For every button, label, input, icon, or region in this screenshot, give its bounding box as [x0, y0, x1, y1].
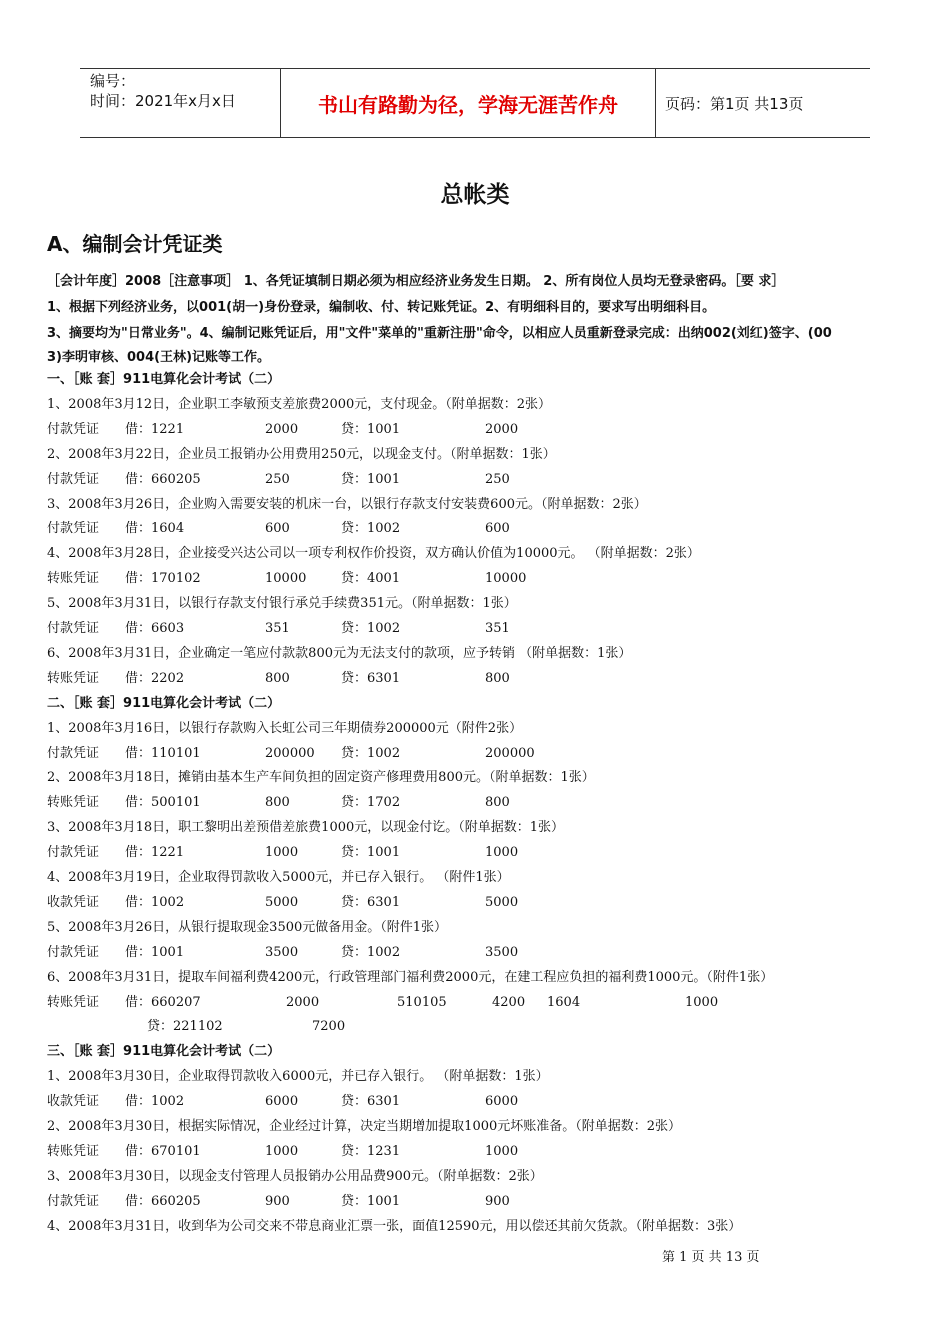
- item-description: 4、2008年3月19日，企业取得罚款收入5000元，并已存入银行。 （附件1张）: [47, 870, 510, 885]
- entry-cell: 2000: [485, 421, 519, 437]
- set-title: 一、［账 套］911电算化会计考试（二）: [47, 372, 281, 387]
- entry-cell: 600: [485, 521, 510, 537]
- item-description: 3、2008年3月30日，以现金支付管理人员报销办公用品费900元。（附单据数：2张）: [47, 1168, 543, 1184]
- entry-cell: 1000: [685, 994, 719, 1010]
- entry-cell: 转账凭证: [47, 571, 100, 587]
- set-title: 二、［账 套］911电算化会计考试（二）: [47, 695, 281, 711]
- section-heading: A、编制会计凭证类: [47, 232, 223, 256]
- entry-cell: 贷：1001: [341, 845, 401, 861]
- entry-cell: 2000: [265, 421, 299, 437]
- entry-cell: 借：1221: [125, 421, 185, 437]
- entry-cell: 600: [265, 521, 290, 537]
- entry-cell: 900: [485, 1193, 510, 1209]
- entry-cell: 借：670101: [125, 1143, 201, 1159]
- entry-cell: 5000: [485, 894, 519, 910]
- entry-cell: 借：170102: [125, 571, 201, 587]
- entry-cell: 1000: [265, 845, 299, 861]
- entry-cell: 贷：6301: [341, 670, 401, 686]
- entry-cell: 1000: [485, 845, 519, 861]
- entry-cell: 1604: [547, 994, 581, 1010]
- item-description: 2、2008年3月22日，企业员工报销办公用费用250元，以现金支付。（附单据数：1张）: [47, 446, 556, 462]
- motto: 书山有路勤为径，学海无涯苦作舟: [280, 69, 656, 137]
- entry-cell: 200000: [265, 745, 315, 761]
- entry-cell: 800: [265, 795, 290, 811]
- entry-cell: 付款凭证: [47, 621, 100, 636]
- item-description: 5、2008年3月26日，从银行提取现金3500元做备用金。（附件1张）: [47, 919, 448, 935]
- item-description: 3、2008年3月18日，职工黎明出差预借差旅费1000元，以现金付讫。（附单据数：1张）: [47, 820, 565, 836]
- header-meta: [80, 69, 280, 137]
- entry-cell: 250: [485, 471, 510, 487]
- entry-cell: 借：660205: [125, 471, 201, 487]
- entry-cell: 1000: [485, 1143, 519, 1159]
- entry-cell: 贷：1002: [341, 944, 401, 960]
- entry-cell: 3500: [485, 944, 519, 960]
- entry-cell: 贷：1231: [341, 1143, 401, 1159]
- entry-cell: 收款凭证: [47, 894, 100, 910]
- entry-cell: 付款凭证: [47, 1193, 100, 1209]
- entry-cell: 贷：1002: [341, 745, 401, 761]
- item-description: 4、2008年3月31日，收到华为公司交来不带息商业汇票一张，面值12590元，用以偿还其前欠货款。（附单据数：3张）: [47, 1218, 742, 1234]
- entry-cell: 付款凭证: [47, 521, 100, 537]
- entry-cell: 4200: [492, 994, 526, 1010]
- entry-cell: 贷：1001: [341, 471, 401, 487]
- entry-cell: 3500: [265, 944, 299, 960]
- entry-cell: 付款凭证: [47, 745, 100, 761]
- page-footer: 第 1 页 共 13 页: [662, 1250, 760, 1265]
- entry-cell: 借：500101: [125, 795, 201, 811]
- entry-cell: 1000: [265, 1143, 299, 1159]
- entry-cell: 借：1001: [125, 944, 185, 960]
- entry-cell: 借：1604: [125, 521, 185, 537]
- note-line: 1、根据下列经济业务，以001(胡一)身份登录，编制收、付、转记账凭证。2、有明细科目的，要求写出明细科目。: [47, 300, 716, 315]
- entry-cell: 借：1002: [125, 1094, 185, 1110]
- entry-cell: 10000: [265, 571, 307, 587]
- page-title: 总帐类: [440, 182, 510, 208]
- note-line: ［会计年度］2008［注意事项］ 1、各凭证填制日期必须为相应经济业务发生日期。 2、所有岗位人员均无登录密码。［要 求］: [47, 274, 785, 289]
- item-description: 4、2008年3月28日，企业接受兴达公司以一项专利权作价投资，双方确认价值为10000元。 （附单据数：2张）: [47, 546, 700, 562]
- entry-cell: 收款凭证: [47, 1094, 100, 1110]
- document-header: [80, 68, 870, 138]
- entry-cell: 转账凭证: [47, 670, 100, 686]
- entry-cell: 转账凭证: [47, 1143, 100, 1159]
- entry-cell: 800: [485, 795, 510, 811]
- entry-cell: 6000: [265, 1094, 299, 1110]
- note-line: 3)李明审核、004(王林)记账等工作。: [47, 350, 271, 365]
- item-description: 2、2008年3月30日，根据实际情况，企业经过计算，决定当期增加提取1000元坏账准备。（附单据数：2张）: [47, 1119, 682, 1134]
- entry-cell: 贷：6301: [341, 1094, 401, 1110]
- entry-cell: 转账凭证: [47, 994, 100, 1010]
- item-description: 5、2008年3月31日，以银行存款支付银行承兑手续费351元。（附单据数：1张）: [47, 596, 517, 612]
- entry-cell: 付款凭证: [47, 845, 100, 861]
- entry-cell: 贷：1002: [341, 521, 401, 537]
- entry-cell: 5000: [265, 894, 299, 910]
- entry-cell: 6000: [485, 1094, 519, 1110]
- entry-cell: 借：1002: [125, 894, 185, 910]
- item-description: 6、2008年3月31日，提取车间福利费4200元，行政管理部门福利费2000元，在建工程应负担的福利费1000元。（附件1张）: [47, 969, 774, 985]
- item-description: 6、2008年3月31日，企业确定一笔应付款款800元为无法支付的款项，应予转销 （附单据数：1张）: [47, 645, 632, 661]
- entry-cell: 200000: [485, 745, 535, 761]
- item-description: 3、2008年3月26日，企业购入需要安装的机床一台，以银行存款支付安装费600元。（附单据数：2张）: [47, 496, 647, 512]
- entry-cell: 贷：221102: [147, 1019, 223, 1035]
- entry-cell: 转账凭证: [47, 795, 100, 811]
- time-label: 时间：2021年x月x日: [90, 92, 236, 110]
- entry-cell: 7200: [312, 1019, 346, 1035]
- number-label: 编号：: [90, 72, 136, 90]
- entry-cell: 2000: [286, 994, 320, 1010]
- entry-cell: 250: [265, 471, 290, 487]
- entry-cell: 800: [485, 670, 510, 686]
- entry-cell: 贷：1702: [341, 795, 401, 811]
- item-description: 1、2008年3月16日，以银行存款购入长虹公司三年期债券200000元（附件2张）: [47, 720, 523, 736]
- entry-cell: 510105: [397, 994, 447, 1010]
- entry-cell: 贷：6301: [341, 894, 401, 910]
- entry-cell: 借：2202: [125, 670, 185, 686]
- item-description: 1、2008年3月30日，企业取得罚款收入6000元，并已存入银行。 （附单据数：1张）: [47, 1069, 549, 1085]
- entry-cell: 付款凭证: [47, 421, 100, 437]
- entry-cell: 10000: [485, 571, 527, 587]
- entry-cell: 借：110101: [125, 745, 201, 761]
- entry-cell: 借：660207: [125, 994, 201, 1010]
- set-title: 三、［账 套］911电算化会计考试（二）: [47, 1044, 281, 1060]
- entry-cell: 付款凭证: [47, 471, 100, 487]
- entry-cell: 贷：1001: [341, 421, 401, 437]
- entry-cell: 351: [485, 621, 510, 636]
- note-line: 3、摘要均为"日常业务"。4、编制记账凭证后，用"文件"菜单的"重新注册"命令，以相应人员重新登录完成：出纳002(刘红)签字、(00: [47, 326, 832, 341]
- entry-cell: 付款凭证: [47, 944, 100, 960]
- entry-cell: 900: [265, 1193, 290, 1209]
- entry-cell: 贷：1001: [341, 1193, 401, 1209]
- entry-cell: 借：660205: [125, 1193, 201, 1209]
- entry-cell: 贷：1002: [341, 621, 401, 636]
- entry-cell: 借：1221: [125, 845, 185, 861]
- item-description: 1、2008年3月12日，企业职工李敏预支差旅费2000元，支付现金。（附单据数：2张）: [47, 396, 552, 412]
- item-description: 2、2008年3月18日，摊销由基本生产车间负担的固定资产修理费用800元。（附单据数：1张）: [47, 770, 595, 786]
- entry-cell: 贷：4001: [341, 571, 401, 587]
- entry-cell: 借：6603: [125, 621, 185, 636]
- entry-cell: 351: [265, 621, 290, 636]
- entry-cell: 800: [265, 670, 290, 686]
- page-info: 页码：第1页 共13页: [665, 94, 804, 113]
